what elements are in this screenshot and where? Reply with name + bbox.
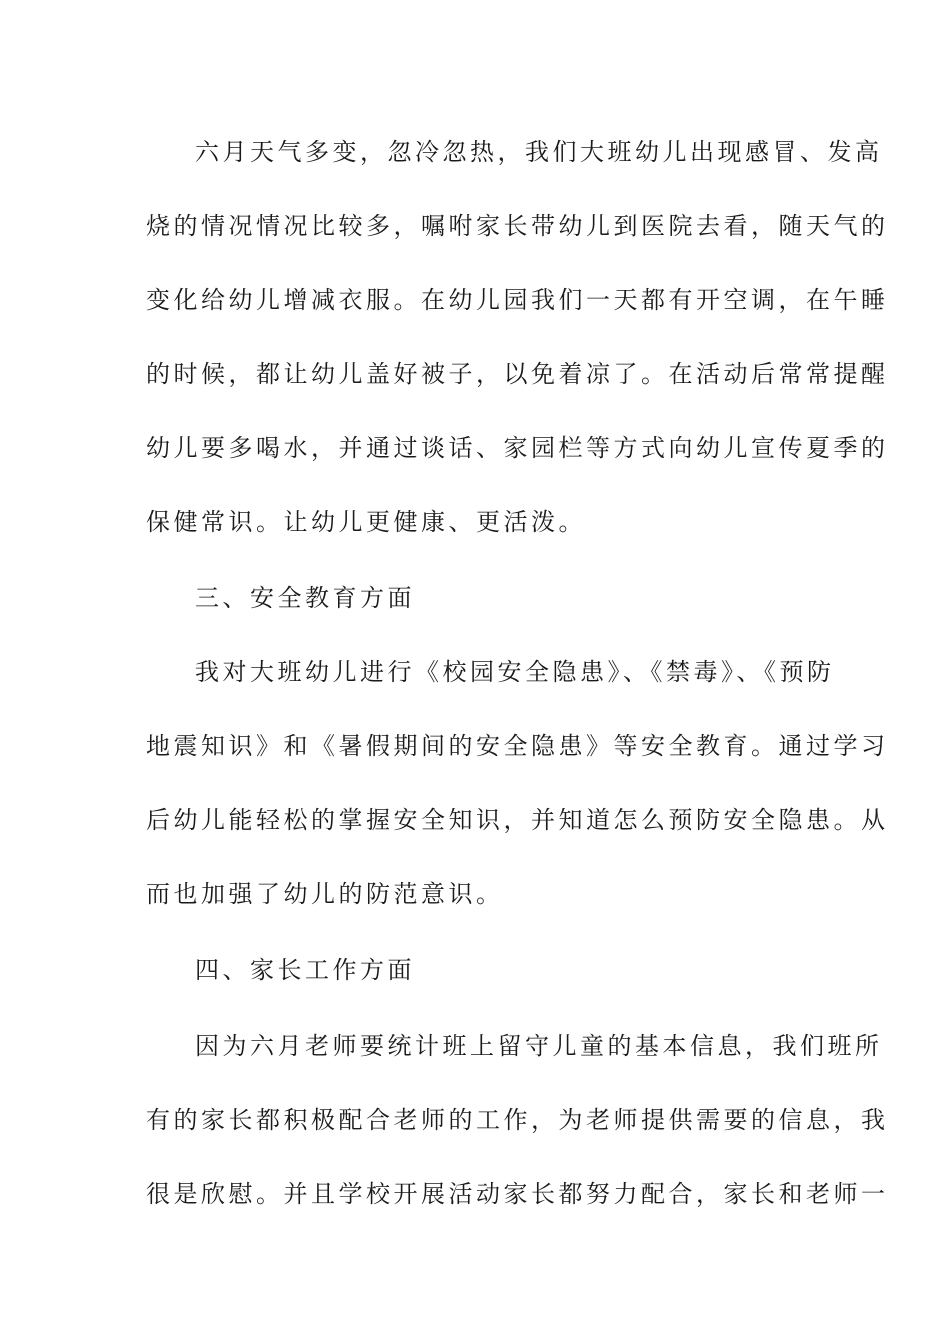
paragraph-line: 幼儿要多喝水，并通过谈话、家园栏等方式向幼儿宣传夏季的: [146, 434, 889, 462]
paragraph-line: 的时候，都让幼儿盖好被子，以免着凉了。在活动后常常提醒: [146, 360, 889, 388]
paragraph-line: 有的家长都积极配合老师的工作，为老师提供需要的信息，我: [146, 1106, 889, 1134]
paragraph-line: 后幼儿能轻松的掌握安全知识，并知道怎么预防安全隐患。从: [146, 806, 889, 834]
paragraph-line: 六月天气多变，忽冷忽热，我们大班幼儿出现感冒、发高: [195, 138, 883, 166]
section-heading: 四、家长工作方面: [195, 956, 415, 984]
paragraph-line: 保健常识。让幼儿更健康、更活泼。: [146, 508, 586, 536]
paragraph-line: 地震知识》和《暑假期间的安全隐患》等安全教育。通过学习: [146, 732, 889, 760]
paragraph-line: 烧的情况情况比较多，嘱咐家长带幼儿到医院去看，随天气的: [146, 212, 889, 240]
paragraph-line: 很是欣慰。并且学校开展活动家长都努力配合，家长和老师一: [146, 1180, 889, 1208]
paragraph-line: 因为六月老师要统计班上留守儿童的基本信息，我们班所: [195, 1032, 883, 1060]
section-heading: 三、安全教育方面: [195, 584, 415, 612]
paragraph-line: 我对大班幼儿进行《校园安全隐患》、《禁毒》、《预防: [195, 658, 835, 686]
paragraph-line: 而也加强了幼儿的防范意识。: [146, 880, 504, 908]
paragraph-line: 变化给幼儿增减衣服。在幼儿园我们一天都有开空调，在午睡: [146, 286, 889, 314]
